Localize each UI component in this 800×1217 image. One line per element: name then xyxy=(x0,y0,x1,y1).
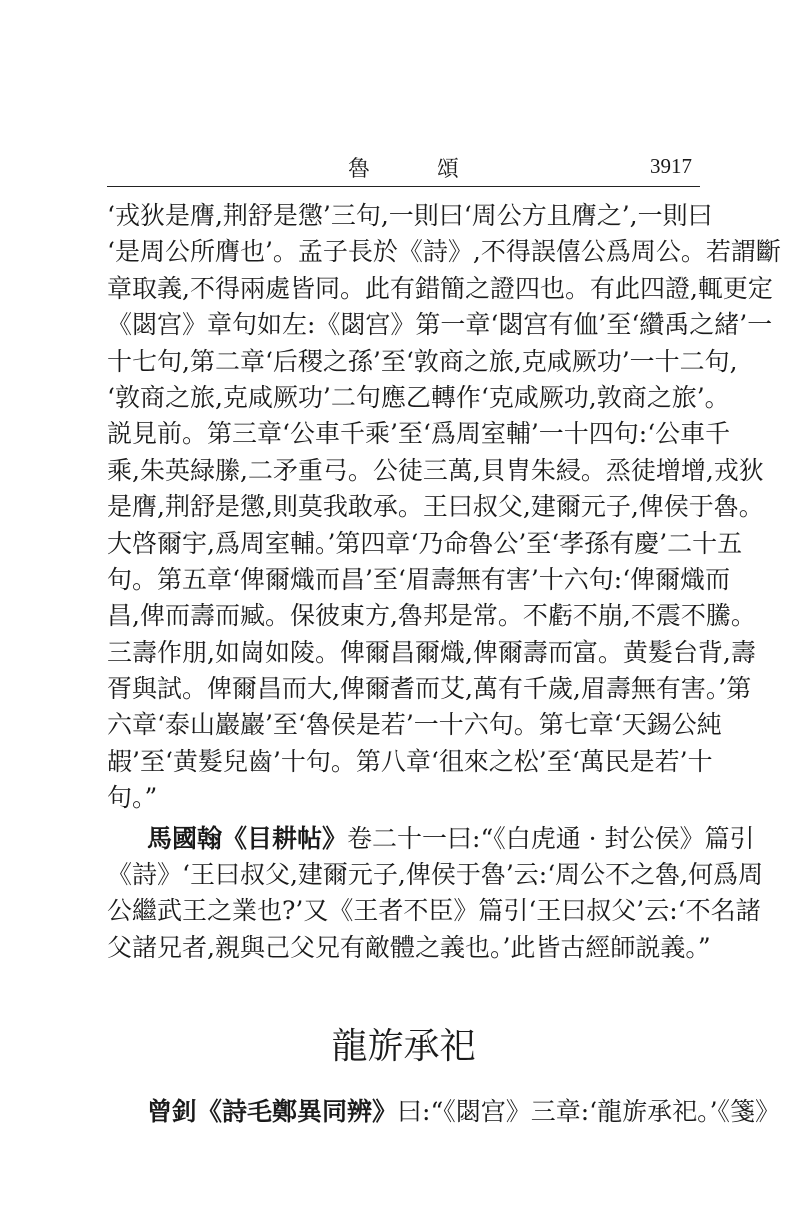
text-line xyxy=(107,1094,781,1130)
text-line: 句。” xyxy=(107,783,158,813)
section-heading: 龍旂承祀 xyxy=(331,1026,476,1067)
text-line: ‘是周公所膺也’。孟子長於《詩》,不得誤僖公爲周公。若謂斷 xyxy=(107,237,781,267)
text-line xyxy=(107,821,755,857)
text-line: 六章‘泰山巖巖’至‘魯侯是若’一十六句。第七章‘天錫公純 xyxy=(107,710,722,740)
text-line: 《詩》‘王曰叔父,建爾元子,俾侯于魯’云:‘周公不之魯,何爲周 xyxy=(107,860,764,890)
text-line: 嘏’至‘黄髮兒齒’十句。第八章‘徂來之松’至‘萬民是若’十 xyxy=(107,746,713,776)
text-span: 曰:“《閟宫》三章:‘龍旂承祀。’《箋》 xyxy=(397,1097,781,1126)
page-number: 3917 xyxy=(650,154,692,178)
text-line: 大啓爾宇,爲周室輔。’第四章‘乃命魯公’至‘孝孫有慶’二十五 xyxy=(107,528,743,558)
text-line: 乘,朱英緑縢,二矛重弓。公徒三萬,貝胄朱綅。烝徒增增,戎狄 xyxy=(107,455,764,485)
text-line: 三壽作朋,如崗如陵。俾爾昌爾熾,俾爾壽而富。黄髮台背,壽 xyxy=(107,637,756,667)
text-line: 父諸兄者,親與己父兄有敵體之義也。’此皆古經師説義。” xyxy=(107,932,711,962)
paragraph-2 xyxy=(107,821,764,967)
cited-author: 曾釗《詩毛鄭異同辨》 xyxy=(147,1097,398,1126)
running-title: 魯 頌 xyxy=(348,157,489,182)
text-line: 章取義,不得兩處皆同。此有錯簡之證四也。有此四證,輒更定 xyxy=(107,273,773,303)
text-span: 卷二十一曰:“《白虎通 · 封公侯》篇引 xyxy=(347,823,755,853)
text-line: ‘戎狄是膺,荆舒是懲’三句,一則曰‘周公方且膺之’,一則曰 xyxy=(107,201,713,230)
text-line: 句。第五章‘俾爾熾而昌’至‘眉壽無有害’十六句:‘俾爾熾而 xyxy=(107,564,731,594)
text-line: 十七句,第二章‘后稷之孫’至‘敦商之旅,克咸厥功’一十二句, xyxy=(107,346,738,376)
page-header xyxy=(107,150,700,187)
text-line: ‘敦商之旅,克咸厥功’二句應乙轉作‘克咸厥功,敦商之旅’。 xyxy=(107,382,730,412)
text-line: 胥與試。俾爾昌而大,俾爾耆而艾,萬有千歲,眉壽無有害。’第 xyxy=(107,674,752,704)
main-text xyxy=(107,198,781,966)
text-line: 《閟宫》章句如左:《閟宫》第一章‘閟宫有侐’至‘纘禹之緒’一 xyxy=(107,310,773,340)
text-line: 是膺,荆舒是懲,則莫我敢承。王曰叔父,建爾元子,俾侯于魯。 xyxy=(107,492,764,522)
text-line: 説見前。第三章‘公車千乘’至‘爲周室輔’一十四句:‘公車千 xyxy=(107,419,731,449)
cited-author: 馬國翰《目耕帖》 xyxy=(147,823,348,853)
paragraph-1 xyxy=(107,198,781,817)
paragraph-3 xyxy=(107,1094,781,1130)
text-line: 昌,俾而壽而臧。保彼東方,魯邦是常。不虧不崩,不震不騰。 xyxy=(107,601,756,631)
text-line: 公繼武王之業也?’又《王者不臣》篇引‘王曰叔父’云:‘不名諸 xyxy=(107,896,761,926)
